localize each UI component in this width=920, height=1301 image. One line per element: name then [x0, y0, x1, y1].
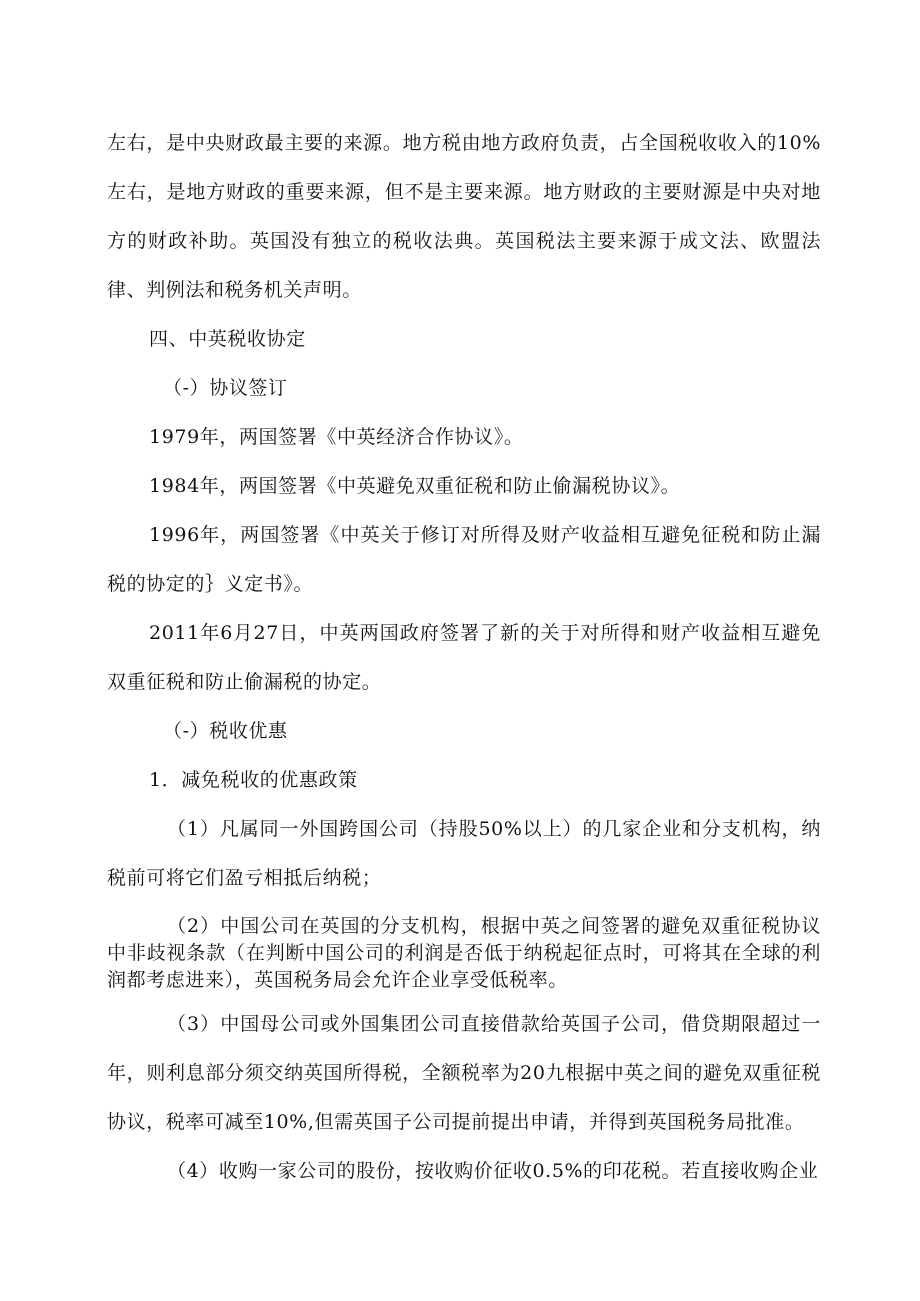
list-item-3: （3）中国母公司或外国集团公司直接借款给英国子公司，借贷期限超过一年，则利息部分须交纳英国所得税，全额税率为20九根据中英之间的避免双重征税协议，税率可减至10%,但需英国子公司提前提出申请，并得到英国税务局批准。 — [107, 1013, 821, 1133]
paragraph-1996: 1996年，两国签署《中英关于修订对所得及财产收益相互避免征税和防止漏税的协定的｝义定书》。 — [107, 524, 821, 595]
subsection-heading-signing: （-）协议签订 — [163, 377, 288, 399]
paragraph-uk-tax-revenue: 左右，是中央财政最主要的来源。地方税由地方政府负责，占全国税收收入的10%左右，是地方财政的重要来源，但不是主要来源。地方财政的主要财源是中央对地方的财政补助。英国没有独立的税收法典。英国税法主要来源于成文法、欧盟法律、判例法和税务机关声明。 — [107, 132, 821, 301]
list-heading-reduction-policy: 1．减免税收的优惠政策 — [149, 769, 358, 791]
list-item-1: （1）凡属同一外国跨国公司（持股50%以上）的几家企业和分支机构，纳税前可将它们盈亏相抵后纳税； — [107, 818, 821, 889]
list-item-2: （2）中国公司在英国的分支机构，根据中英之间签署的避免双重征税协议中非歧视条款（在判断中国公司的利润是否低于纳税起征点时，可将其在全球的利润都考虑进来），英国税务局会允许企业享受低税率。 — [107, 915, 821, 991]
section-heading-treaty: 四、中英税收协定 — [149, 328, 306, 350]
subsection-heading-incentives: （-）税收优惠 — [163, 720, 288, 742]
paragraph-1979: 1979年，两国签署《中英经济合作协议》。 — [149, 426, 524, 448]
paragraph-1984: 1984年，两国签署《中英避免双重征税和防止偷漏税协议》。 — [149, 475, 681, 497]
paragraph-2011: 2011年6月27日，中英两国政府签署了新的关于对所得和财产收益相互避免双重征税和防止偷漏税的协定。 — [107, 622, 821, 693]
list-item-4: （4）收购一家公司的股份，按收购价征收0.5%的印花税。若直接收购企业 — [167, 1160, 819, 1182]
